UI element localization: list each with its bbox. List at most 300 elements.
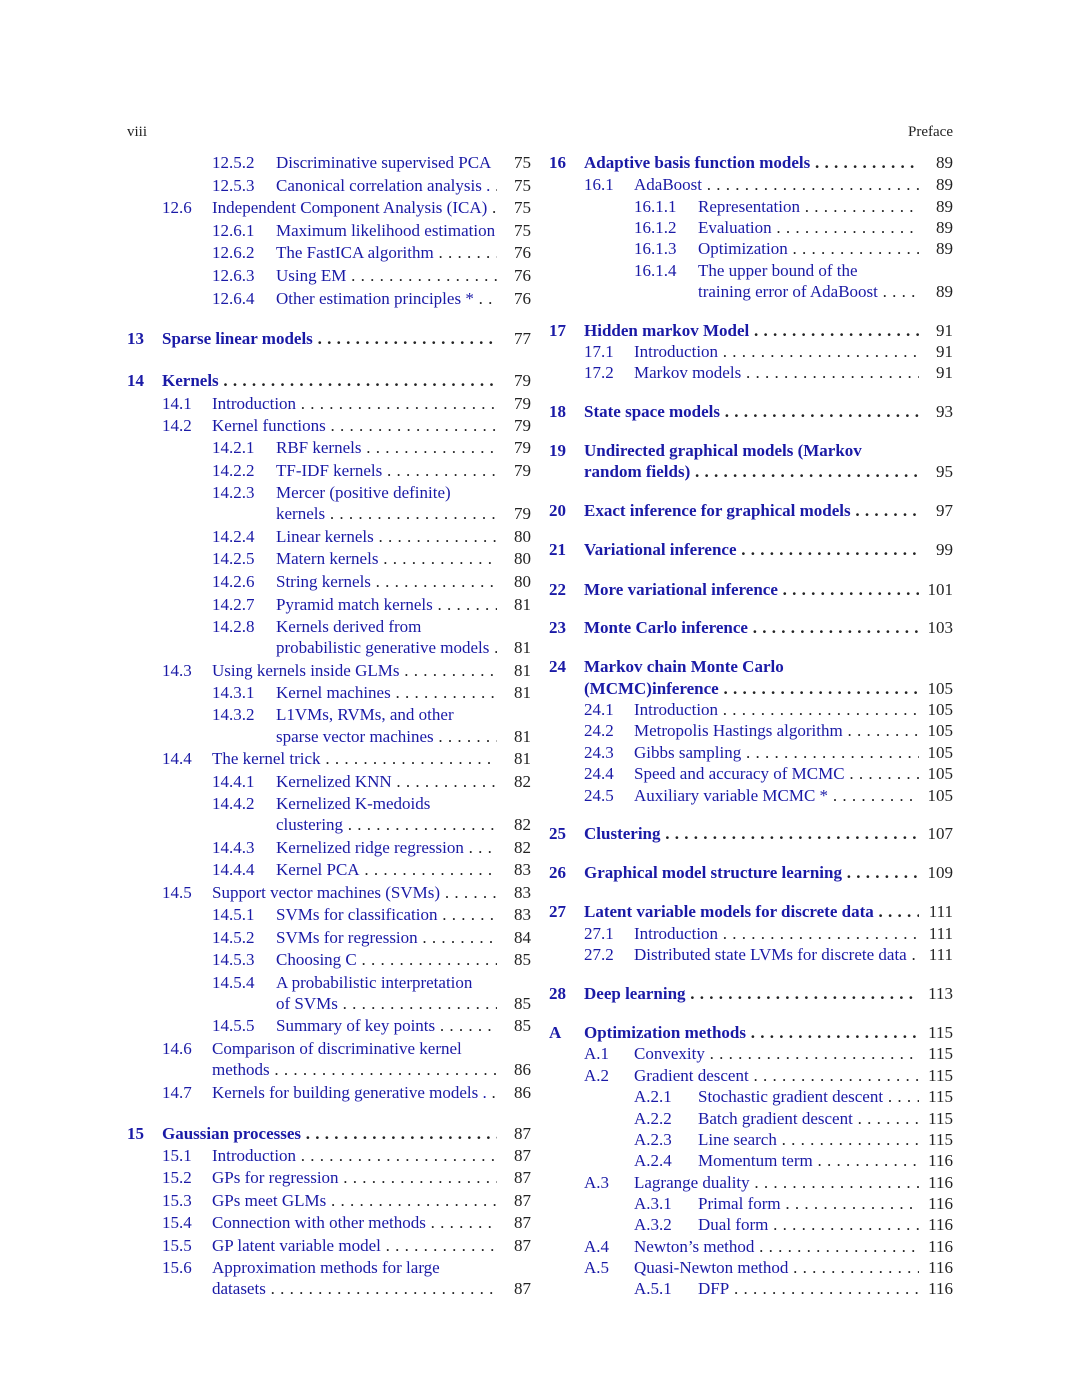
toc-entry-title: Maximum likelihood estimation . . . [276,220,497,242]
toc-entry-title: Batch gradient descent . . . [698,1108,919,1130]
toc-entry-title: Linear kernels . . . [276,526,497,548]
toc-entry-number: 17.1 [584,342,614,361]
toc-entry-title: Hidden markov Model . . . [584,320,919,342]
toc-entry-number: 14.2.3 [212,483,255,502]
toc-entry-title: Using kernels inside GLMs . . . [212,660,497,682]
toc-entry-number: 15.6 [162,1258,192,1277]
toc-entry-page: 116 [928,1258,953,1277]
toc-entry-number: 23 [549,618,566,637]
toc-entry-number: 14.5.5 [212,1016,255,1035]
toc-entry-title: Introduction . . . [634,341,919,363]
toc-entry-page: 89 [936,239,953,258]
toc-entry-number: A.5 [584,1258,610,1277]
toc-entry-title: Gibbs sampling . . . [634,742,919,764]
toc-entry-number: 24.4 [584,764,614,783]
toc-entry-page: 111 [928,902,953,921]
toc-entry-number: 14.3.2 [212,705,255,724]
toc-entry-title: Stochastic gradient descent . . . [698,1086,919,1108]
toc-entry-number: 14.5.2 [212,928,255,947]
toc-entry-title: A probabilistic interpretation [276,973,473,992]
toc-section-entry[interactable] [0,281,1080,303]
toc-entry-page: 115 [928,1130,953,1149]
toc-entry-page: 91 [936,321,953,340]
toc-entry-title: More variational inference . . . [584,579,919,601]
toc-entry-page: 89 [936,153,953,172]
toc-entry-title: sparse vector machines . . . [276,726,497,748]
toc-entry-title: GPs for regression . . . [212,1167,497,1189]
toc-entry-page: 115 [928,1023,953,1042]
toc-entry-number: A.5.1 [634,1279,672,1298]
toc-entry-page: 76 [514,266,531,285]
toc-entry-number: 14.2.2 [212,461,255,480]
toc-entry-title: SVMs for regression . . . [276,927,497,949]
toc-chapter-entry[interactable] [0,320,1080,342]
toc-section-entry[interactable] [0,1236,1080,1258]
page-number: viii [127,124,148,140]
toc-chapter-entry[interactable] [0,152,1080,174]
toc-entry-page: 97 [936,501,953,520]
toc-entry-number: 14.4.3 [212,838,255,857]
toc-entry-number: 13 [127,329,144,348]
toc-entry-title: Support vector machines (SVMs) . . . [212,882,497,904]
toc-entry-title: Gaussian processes . . . [162,1123,497,1145]
toc-entry-title: Introduction . . . [212,1145,497,1167]
toc-entry-page: 79 [514,504,531,523]
toc-chapter-entry[interactable] [0,1022,1080,1044]
toc-entry-title: Markov chain Monte Carlo [584,657,784,676]
toc-entry-number: 15.1 [162,1146,192,1165]
toc-entry-number: A.3.1 [634,1194,672,1213]
toc-entry-title: State space models . . . [584,401,919,423]
toc-entry-page: 83 [514,905,531,924]
toc-entry-page: 82 [514,815,531,834]
toc-entry-number: 14.2 [162,416,192,435]
toc-entry-number: A.2.2 [634,1109,672,1128]
toc-entry-number: 15 [127,1124,144,1143]
toc-entry-number: A.2.3 [634,1130,672,1149]
toc-entry-page: 83 [514,883,531,902]
toc-entry-title: Kernel functions . . . [212,415,497,437]
toc-entry-title: kernels . . . [276,503,497,525]
toc-entry-page: 115 [928,1066,953,1085]
toc-entry-title: Kernels for building generative models . . . . [212,1082,497,1104]
toc-section-entry[interactable] [0,1278,1080,1300]
toc-entry-number: 15.4 [162,1213,192,1232]
toc-entry-title: Introduction . . . [212,393,497,415]
toc-entry-title: Kernel PCA . . . [276,859,497,881]
toc-entry-title: Mercer (positive definite) [276,483,451,502]
toc-entry-number: 15.2 [162,1168,192,1187]
toc-entry-title: of SVMs . . . [276,993,497,1015]
toc-entry-number: 19 [549,441,566,460]
toc-entry-page: 116 [928,1279,953,1298]
toc-entry-title: Canonical correlation analysis . . . . [276,175,497,197]
toc-entry-number: 16.1.1 [634,197,677,216]
toc-entry-page: 95 [936,462,953,481]
toc-entry-number: 14.2.6 [212,572,255,591]
toc-entry-title: Representation . . . [698,196,919,218]
toc-entry-number: A.4 [584,1237,610,1256]
toc-entry-title: Kernel machines . . . [276,682,497,704]
toc-entry-page: 115 [928,1109,953,1128]
toc-entry-number: 14.1 [162,394,192,413]
toc-entry-page: 76 [514,289,531,308]
toc-entry-number: 27 [549,902,566,921]
toc-entry-number: 15.5 [162,1236,192,1255]
toc-entry-page: 105 [927,679,953,698]
toc-entry-title: Approximation methods for large [212,1258,440,1277]
toc-entry-page: 75 [514,153,531,172]
toc-entry-title: Connection with other methods . . . [212,1212,497,1234]
toc-entry-page: 107 [927,824,953,843]
toc-entry-page: 87 [514,1279,531,1298]
toc-entry-title: Exact inference for graphical models . . . [584,500,919,522]
toc-entry-title: Deep learning . . . [584,983,919,1005]
toc-entry-page: 116 [928,1151,953,1170]
toc-chapter-entry[interactable] [0,401,1080,423]
toc-chapter-entry[interactable] [0,500,1080,522]
toc-entry-number: 14.5.3 [212,950,255,969]
toc-entry-page: 83 [514,860,531,879]
toc-entry-title: Clustering . . . [584,823,919,845]
toc-entry-title: Variational inference . . . [584,539,919,561]
toc-entry-title: The kernel trick . . . [212,748,497,770]
toc-entry-title: Graphical model structure learning . . . [584,862,919,884]
toc-entry-number: 24 [549,657,566,676]
toc-entry-page: 81 [514,727,531,746]
toc-entry-page: 87 [514,1236,531,1255]
toc-entry-page: 111 [928,924,953,943]
toc-section-entry[interactable] [0,1086,1080,1108]
toc-entry-page: 91 [936,363,953,382]
toc-entry-title: L1VMs, RVMs, and other [276,705,454,724]
toc-entry-number: 24.3 [584,743,614,762]
toc-entry-page: 77 [514,329,531,348]
toc-entry-title: Lagrange duality . . . [634,1172,919,1194]
toc-entry-page: 81 [514,595,531,614]
toc-entry-page: 116 [928,1173,953,1192]
toc-chapter-entry[interactable] [0,901,1080,923]
toc-entry-title: Newton’s method . . . [634,1236,919,1258]
toc-entry-title: Markov models . . . [634,362,919,384]
toc-entry-number: 14.2.7 [212,595,255,614]
toc-section-entry[interactable] [0,944,1080,966]
toc-chapter-entry[interactable] [0,461,1080,483]
toc-entry-title: Monte Carlo inference . . . [584,617,919,639]
toc-entry-page: 85 [514,950,531,969]
toc-section-entry[interactable] [0,1043,1080,1065]
toc-entry-title: Kernels . . . [162,370,497,392]
toc-section-entry[interactable] [0,923,1080,945]
toc-entry-title: Kernelized ridge regression . . . [276,837,497,859]
toc-entry-number: A [549,1023,562,1042]
toc-entry-number: 12.6.4 [212,289,255,308]
toc-entry-title: (MCMC)inference . . . [584,678,919,700]
toc-section-entry[interactable] [0,174,1080,196]
toc-section-entry[interactable] [0,763,1080,785]
toc-entry-number: 21 [549,540,566,559]
toc-section-entry[interactable] [0,785,1080,807]
toc-entry-title: Auxiliary variable MCMC * . . . [634,785,919,807]
toc-entry-number: 14.4.1 [212,772,255,791]
toc-entry-title: The FastICA algorithm . . . [276,242,497,264]
toc-entry-title: Discriminative supervised PCA . . . [276,152,497,174]
toc-entry-title: Quasi-Newton method . . . [634,1257,919,1279]
toc-entry-number: A.2 [584,1066,610,1085]
toc-entry-title: Choosing C . . . [276,949,497,971]
toc-entry-number: 14.2.8 [212,617,255,636]
toc-entry-page: 79 [514,416,531,435]
toc-entry-number: 16.1.3 [634,239,677,258]
toc-section-entry[interactable] [0,1257,1080,1279]
toc-entry-title: Momentum term . . . [698,1150,919,1172]
toc-entry-title: RBF kernels . . . [276,437,497,459]
toc-entry-page: 116 [928,1194,953,1213]
toc-entry-page: 81 [514,749,531,768]
toc-entry-page: 115 [928,1044,953,1063]
toc-entry-number: 16.1 [584,175,614,194]
toc-entry-number: 24.1 [584,700,614,719]
toc-entry-title: random fields) . . . [584,461,919,483]
toc-entry-page: 80 [514,527,531,546]
toc-entry-number: 12.6 [162,198,192,217]
toc-entry-page: 79 [514,438,531,457]
toc-entry-title: probabilistic generative models . . . [276,637,497,659]
toc-entry-number: 20 [549,501,566,520]
toc-entry-page: 87 [514,1168,531,1187]
toc-entry-number: 14.2.1 [212,438,255,457]
toc-entry-number: 14.6 [162,1039,192,1058]
toc-entry-number: 14.2.4 [212,527,255,546]
toc-entry-page: 111 [928,945,953,964]
toc-entry-title: Undirected graphical models (Markov [584,441,862,460]
toc-chapter-entry[interactable] [0,579,1080,601]
toc-entry-title: methods . . . [212,1059,497,1081]
toc-entry-page: 75 [514,198,531,217]
toc-chapter-entry[interactable] [0,440,1080,462]
toc-entry-title: Speed and accuracy of MCMC . . . [634,763,919,785]
toc-entry-page: 105 [927,743,953,762]
toc-entry-page: 87 [514,1213,531,1232]
toc-entry-number: 14.5.1 [212,905,255,924]
toc-entry-page: 80 [514,549,531,568]
toc-entry-title: Introduction . . . [634,923,919,945]
toc-entry-title: Distributed state LVMs for discrete data . . . [634,944,919,966]
toc-entry-page: 86 [514,1083,531,1102]
toc-entry-title: Primal form . . . [698,1193,919,1215]
toc-entry-title: The upper bound of the [698,261,858,280]
toc-entry-page: 115 [928,1087,953,1106]
toc-section-entry[interactable] [0,362,1080,384]
toc-entry-number: 14.3 [162,661,192,680]
toc-section-entry[interactable] [0,742,1080,764]
toc-entry-title: AdaBoost . . . [634,174,919,196]
toc-entry-number: 12.6.2 [212,243,255,262]
toc-entry-number: 16.1.2 [634,218,677,237]
toc-entry-page: 105 [927,764,953,783]
toc-entry-page: 89 [936,197,953,216]
toc-entry-page: 87 [514,1124,531,1143]
toc-entry-page: 105 [927,721,953,740]
toc-entry-number: 16.1.4 [634,261,677,280]
toc-entry-page: 89 [936,218,953,237]
toc-entry-title: Comparison of discriminative kernel [212,1039,462,1058]
toc-entry-title: Kernelized KNN . . . [276,771,497,793]
toc-entry-page: 89 [936,282,953,301]
toc-section-entry[interactable] [0,1150,1080,1172]
toc-entry-title: Latent variable models for discrete data . . . [584,901,919,923]
toc-entry-title: DFP . . . [698,1278,919,1300]
toc-section-entry[interactable] [0,1172,1080,1194]
toc-entry-number: 14.3.1 [212,683,255,702]
toc-entry-number: 15.3 [162,1191,192,1210]
toc-entry-title: Summary of key points . . . [276,1015,497,1037]
toc-entry-title: Introduction . . . [634,699,919,721]
toc-entry-number: 12.5.2 [212,153,255,172]
toc-entry-page: 79 [514,461,531,480]
toc-entry-page: 87 [514,1191,531,1210]
toc-entry-number: 26 [549,863,566,882]
toc-section-entry[interactable] [0,217,1080,239]
toc-entry-page: 85 [514,994,531,1013]
toc-entry-title: Pyramid match kernels . . . [276,594,497,616]
toc-entry-page: 81 [514,638,531,657]
toc-entry-title: Other estimation principles * . . . [276,288,497,310]
toc-entry-number: 14 [127,371,144,390]
toc-entry-title: datasets . . . [212,1278,497,1300]
toc-entry-page: 93 [936,402,953,421]
toc-entry-number: 14.7 [162,1083,192,1102]
toc-section-entry[interactable] [0,341,1080,363]
toc-entry-page: 113 [928,984,953,1003]
toc-entry-number: 12.6.3 [212,266,255,285]
toc-entry-page: 116 [928,1215,953,1234]
toc-entry-title: Matern kernels . . . [276,548,497,570]
toc-entry-page: 79 [514,394,531,413]
toc-entry-title: GP latent variable model . . . [212,1235,497,1257]
toc-chapter-entry[interactable] [0,823,1080,845]
toc-entry-page: 109 [927,863,953,882]
toc-entry-page: 81 [514,683,531,702]
toc-entry-page: 79 [514,371,531,390]
toc-entry-number: 14.4 [162,749,192,768]
toc-entry-page: 75 [514,221,531,240]
toc-entry-page: 81 [514,661,531,680]
toc-chapter-entry[interactable] [0,678,1080,700]
toc-entry-title: Evaluation . . . [698,217,919,239]
toc-entry-title: training error of AdaBoost . . . [698,281,919,303]
toc-entry-title: Gradient descent . . . [634,1065,919,1087]
toc-entry-page: 99 [936,540,953,559]
toc-entry-title: Kernels derived from [276,617,422,636]
toc-section-entry[interactable] [0,1214,1080,1236]
toc-entry-title: TF-IDF kernels . . . [276,460,497,482]
toc-entry-page: 89 [936,175,953,194]
toc-entry-number: 17 [549,321,566,340]
toc-entry-title: String kernels . . . [276,571,497,593]
toc-entry-number: 28 [549,984,566,1003]
toc-entry-number: 17.2 [584,363,614,382]
toc-chapter-entry[interactable] [0,862,1080,884]
toc-entry-number: 14.4.2 [212,794,255,813]
toc-entry-number: 18 [549,402,566,421]
toc-entry-number: 14.5.4 [212,973,255,992]
toc-entry-page: 86 [514,1060,531,1079]
toc-entry-number: 27.2 [584,945,614,964]
toc-entry-title: Line search . . . [698,1129,919,1151]
toc-entry-number: 12.5.3 [212,176,255,195]
toc-entry-title: SVMs for classification . . . [276,904,497,926]
toc-entry-title: GPs meet GLMs . . . [212,1190,497,1212]
toc-entry-page: 75 [514,176,531,195]
toc-entry-title: Optimization methods . . . [584,1022,919,1044]
toc-entry-number: 12.6.1 [212,221,255,240]
toc-entry-number: 14.4.4 [212,860,255,879]
toc-entry-title: Kernelized K-medoids [276,794,431,813]
toc-entry-page: 82 [514,838,531,857]
toc-chapter-entry[interactable] [0,983,1080,1005]
toc-section-entry[interactable] [0,1108,1080,1130]
toc-entry-number: 14.2.5 [212,549,255,568]
toc-entry-page: 80 [514,572,531,591]
toc-entry-number: 24.2 [584,721,614,740]
toc-entry-page: 105 [927,786,953,805]
toc-entry-page: 76 [514,243,531,262]
toc-entry-page: 105 [927,700,953,719]
toc-entry-number: A.2.1 [634,1087,672,1106]
toc-entry-page: 84 [514,928,531,947]
toc-entry-page: 116 [928,1237,953,1256]
running-header: Preface [908,124,953,140]
toc-entry-number: A.3.2 [634,1215,672,1234]
toc-entry-title: Sparse linear models . . . [162,328,497,350]
toc-section-entry[interactable] [0,260,1080,282]
toc-entry-page: 87 [514,1146,531,1165]
toc-entry-page: 91 [936,342,953,361]
toc-entry-title: Using EM . . . [276,265,497,287]
toc-entry-number: 14.5 [162,883,192,902]
toc-chapter-entry[interactable] [0,656,1080,678]
toc-entry-number: 25 [549,824,566,843]
toc-section-entry[interactable] [0,238,1080,260]
toc-entry-number: 27.1 [584,924,614,943]
toc-chapter-entry[interactable] [0,617,1080,639]
toc-entry-title: Independent Component Analysis (ICA) . . . [212,197,497,219]
toc-entry-page: 101 [927,580,953,599]
toc-entry-page: 103 [927,618,953,637]
toc-section-entry[interactable] [0,196,1080,218]
toc-section-entry[interactable] [0,1065,1080,1087]
toc-section-entry[interactable] [0,1193,1080,1215]
toc-section-entry[interactable] [0,699,1080,721]
toc-entry-title: Convexity . . . [634,1043,919,1065]
toc-entry-title: Optimization . . . [698,238,919,260]
toc-entry-number: A.1 [584,1044,610,1063]
toc-entry-number: 24.5 [584,786,614,805]
toc-entry-title: clustering . . . [276,814,497,836]
toc-entry-title: Dual form . . . [698,1214,919,1236]
toc-entry-number: A.2.4 [634,1151,672,1170]
toc-section-entry[interactable] [0,1129,1080,1151]
toc-entry-page: 85 [514,1016,531,1035]
toc-entry-page: 82 [514,772,531,791]
toc-chapter-entry[interactable] [0,539,1080,561]
toc-entry-number: A.3 [584,1173,610,1192]
toc-entry-number: 16 [549,153,566,172]
toc-entry-title: Metropolis Hastings algorithm . . . [634,720,919,742]
toc-entry-number: 22 [549,580,566,599]
toc-section-entry[interactable] [0,720,1080,742]
